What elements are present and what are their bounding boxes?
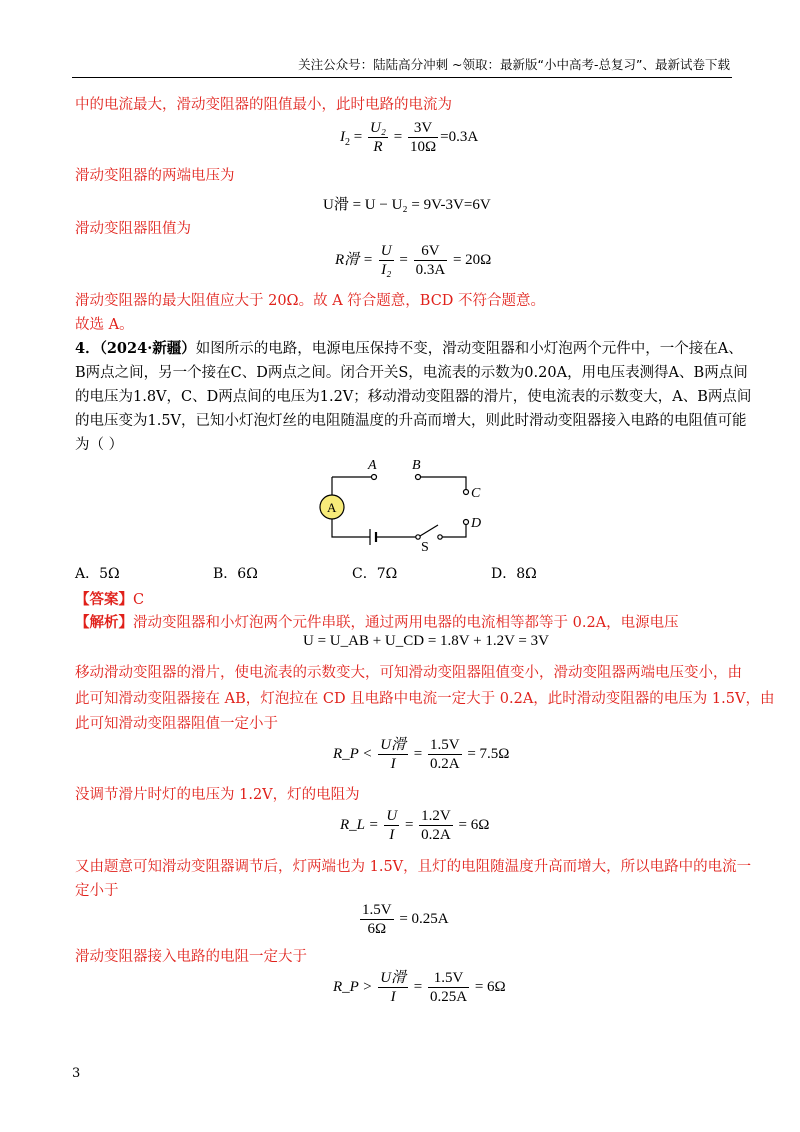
analysis-line: 滑动变阻器接入电路的电阻一定大于 [75,949,307,965]
switch-pivot [416,535,420,539]
page-header: 关注公众号：陆陆高分冲刺 ~领取：最新版“小中高考-总复习”、最新试卷下载 [298,57,730,72]
label-s: S [421,540,429,555]
wire [442,525,466,537]
equation-rp-upper: R_P < $\frac{\text{U滑}}{I}$ = $\frac{1.5V}{0.2A}$ = 7.5Ω [333,737,510,772]
analysis-line: 此可知滑动变阻器阻值一定小于 [75,716,278,732]
question-line: 4．（2024·新疆）如图所示的电路，电源电压保持不变，滑动变阻器和小灯泡两个元件中，一个接在A、 [75,340,743,357]
equation-source-voltage: U = U_AB + U_CD = 1.8V + 1.2V = 3V [303,633,549,649]
text-line: 滑动变阻器的两端电压为 [75,168,235,184]
text-line: 故选 A。 [75,317,134,333]
label-b: B [412,458,421,473]
question-line: 的电压为1.8V，C、D两点间的电压为1.2V；移动滑动变阻器的滑片，使电流表的示数变大，A、B两点间 [75,389,752,405]
answer-line: 【答案】C [75,591,145,608]
terminal-c [464,490,469,495]
text-line: 滑动变阻器阻值为 [75,221,191,237]
option-c: C．7Ω [352,566,398,582]
terminal-b [416,475,421,480]
terminal-a [372,475,377,480]
question-line: 的电压变为1.5V，已知小灯泡灯丝的电阻随温度的升高而增大，则此时滑动变阻器接入电路的电阻值可能 [75,413,747,429]
equation-current-limit: $\frac{1.5V}{6\Omega}$ = 0.25A [362,902,449,937]
equation-current: $I_2$ = $\frac{\text{U₂}}{R}$ = $\frac{3V}{10\Omega}$ =0.3A [340,120,479,155]
analysis-line: 又由题意可知滑动变阻器调节后，灯两端也为 1.5V，且灯的电阻随温度升高而增大，所以电路中的电流一 [75,859,752,875]
option-a: A．5Ω [75,566,120,582]
analysis-line: 【解析】滑动变阻器和小灯泡两个元件串联，通过两用电器的电流相等都等于 0.2A，电源电压 [75,614,679,631]
equation-rl: R_L = $\frac{U}{I}$ = $\frac{1.2V}{0.2A}$ = 6Ω [340,808,490,843]
analysis-line: 没调节滑片时灯的电压为 1.2V，灯的电阻为 [75,787,360,803]
question-line: B两点之间，另一个接在C、D两点之间。闭合开关S，电流表的示数为0.20A，用电压表测得A、B两点间 [75,365,748,381]
circuit-diagram [300,455,510,555]
equation-voltage: U滑 = U − U₂ = 9V-3V=6V [323,197,491,213]
equation-resistance: R滑 = $\frac{U}{\text{I₂}}$ = $\frac{6V}{0.3A}$ = 20Ω [335,243,492,278]
page-number: 3 [72,1066,81,1081]
option-b: B．6Ω [213,566,258,582]
label-c: C [471,486,481,501]
label-a: A [368,458,377,473]
terminal-d [464,520,469,525]
analysis-line: 移动滑动变阻器的滑片，使电流表的示数变大，可知滑动变阻器阻值变小，滑动变阻器两端电压变小，由 [75,665,742,681]
wire [332,519,370,537]
label-d: D [471,516,482,531]
wire [420,477,466,490]
question-line: 为（ ） [75,437,124,453]
equation-rp-lower: R_P > $\frac{\text{U滑}}{I}$ = $\frac{1.5V}{0.25A}$ = 6Ω [333,970,506,1005]
analysis-line: 此可知滑动变阻器接在 AB，灯泡拉在 CD 且电路中电流一定大于 0.2A，此时滑动变阻器的电压为 1.5V，由 [75,691,775,707]
ammeter-label: A [327,500,337,515]
analysis-line: 定小于 [75,883,119,899]
switch-blade [420,525,438,536]
header-rule [72,77,732,78]
option-d: D．8Ω [491,566,537,582]
text-line: 滑动变阻器的最大阻值应大于 20Ω。故 A 符合题意，BCD 不符合题意。 [75,293,546,309]
switch-contact [438,535,442,539]
text-line: 中的电流最大，滑动变阻器的阻值最小，此时电路的电流为 [75,97,452,113]
